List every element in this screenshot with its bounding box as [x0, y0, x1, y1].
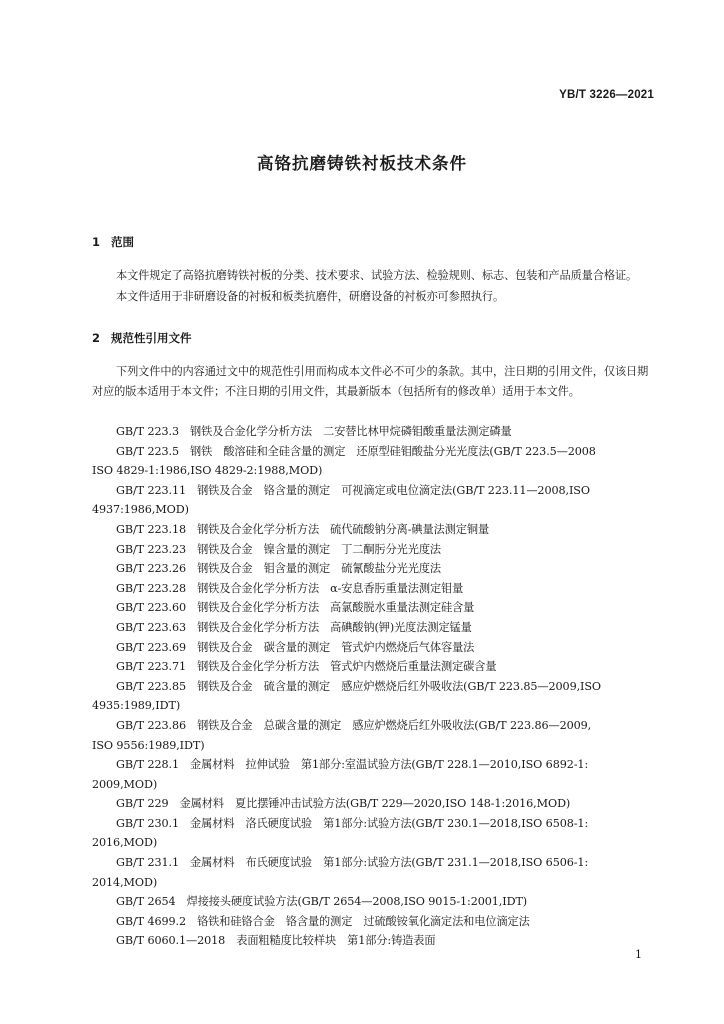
reference-line: GB/T 223.23 钢铁及合金 镍含量的测定 丁二酮肟分光光度法: [116, 542, 442, 556]
reference-line: GB/T 223.18 钢铁及合金化学分析方法 硫代硫酸钠分离-碘量法测定铜量: [116, 522, 490, 536]
standard-code: YB/T 3226—2021: [559, 89, 654, 101]
reference-item: [92, 657, 658, 677]
reference-line: GB/T 230.1 金属材料 洛氏硬度试验 第1部分:试验方法(GB/T 230.1—2018,ISO 6508-1:: [116, 816, 589, 830]
reference-item: [92, 520, 658, 540]
reference-continuation: ISO 9556:1989,IDT): [92, 738, 205, 752]
reference-line: GB/T 223.11 钢铁及合金 铬含量的测定 可视滴定或电位滴定法(GB/T 223.11—2008,ISO: [116, 483, 590, 497]
section-1-heading: [92, 234, 134, 250]
reference-line: GB/T 231.1 金属材料 布氏硬度试验 第1部分:试验方法(GB/T 231.1—2018,ISO 6506-1:: [116, 856, 589, 870]
reference-line: GB/T 223.85 钢铁及合金 硫含量的测定 感应炉燃烧后红外吸收法(GB/T 223.85—2009,ISO: [116, 679, 602, 693]
reference-line: GB/T 223.26 钢铁及合金 钼含量的测定 硫氰酸盐分光光度法: [116, 562, 442, 576]
reference-continuation: 2016,MOD): [92, 836, 158, 850]
reference-line: GB/T 223.86 钢铁及合金 总碳含量的测定 感应炉燃烧后红外吸收法(GB/T 223.86—2009,: [116, 718, 592, 732]
section-2-heading: [92, 330, 192, 346]
reference-item: [92, 579, 658, 599]
section-1-title: 范围: [111, 235, 134, 249]
reference-line: GB/T 223.69 钢铁及合金 碳含量的测定 管式炉内燃烧后气体容量法: [116, 640, 475, 654]
reference-continuation: 2014,MOD): [92, 875, 158, 889]
reference-continuation: 2009,MOD): [92, 777, 158, 791]
reference-line: GB/T 6060.1—2018 表面粗糙度比较样块 第1部分:铸造表面: [116, 934, 436, 948]
section-1-paragraph-2: 本文件适用于非研磨设备的衬板和板类抗磨件，研磨设备的衬板亦可参照执行。: [116, 290, 505, 303]
section-2-number: 2: [92, 331, 101, 345]
reference-item: [92, 755, 658, 794]
reference-line: GB/T 223.63 钢铁及合金化学分析方法 高碘酸钠(钾)光度法测定锰量: [116, 620, 472, 634]
reference-line: GB/T 223.3 钢铁及合金化学分析方法 二安替比林甲烷磷钼酸重量法测定磷量: [116, 425, 512, 438]
reference-item: [92, 559, 658, 579]
page-number: 1: [635, 948, 642, 961]
reference-line: GB/T 2654 焊接接头硬度试验方法(GB/T 2654—2008,ISO 9015-1:2001,IDT): [116, 895, 528, 909]
reference-item: [92, 638, 658, 658]
document-title: 高铬抗磨铸铁衬板技术条件: [257, 154, 467, 173]
section-1-paragraph-1: 本文件规定了高铬抗磨铸铁衬板的分类、技术要求、试验方法、检验规则、标志、包装和产品质量合格证。: [116, 269, 638, 282]
reference-item: [92, 892, 658, 912]
reference-item: [92, 677, 658, 716]
reference-item: [92, 931, 658, 951]
reference-line: GB/T 228.1 金属材料 拉伸试验 第1部分:室温试验方法(GB/T 228.1—2010,ISO 6892-1:: [116, 758, 589, 772]
normative-reference-list: [92, 422, 658, 951]
reference-item: [92, 422, 658, 442]
reference-continuation: 4935:1989,IDT): [92, 699, 181, 713]
reference-line: GB/T 223.71 钢铁及合金化学分析方法 管式炉内燃烧后重量法测定碳含量: [116, 660, 497, 674]
reference-item: [92, 442, 658, 481]
reference-continuation: 4937:1986,MOD): [92, 503, 189, 517]
reference-item: [92, 540, 658, 560]
section-1-number: 1: [92, 235, 101, 249]
section-2-title: 规范性引用文件: [111, 331, 192, 345]
reference-continuation: ISO 4829-1:1986,ISO 4829-2:1988,MOD): [92, 464, 323, 478]
reference-line: GB/T 229 金属材料 夏比摆锤冲击试验方法(GB/T 229—2020,ISO 148-1:2016,MOD): [116, 797, 571, 811]
reference-item: [92, 716, 658, 755]
section-2-intro: 下列文件中的内容通过文中的规范性引用而构成本文件必不可少的条款。其中，注日期的引用文件，仅该日期对应的版本适用于本文件；不注日期的引用文件，其最新版本（包括所有的修改单）适用于本文件。: [92, 365, 649, 398]
reference-item: [92, 598, 658, 618]
reference-item: [92, 618, 658, 638]
reference-item: [92, 853, 658, 892]
reference-item: [92, 912, 658, 932]
reference-item: [92, 794, 658, 814]
reference-line: GB/T 223.60 钢铁及合金化学分析方法 高氯酸脱水重量法测定硅含量: [116, 601, 475, 615]
reference-line: GB/T 223.28 钢铁及合金化学分析方法 α-安息香肟重量法测定钼量: [116, 581, 464, 595]
reference-line: GB/T 223.5 钢铁 酸溶硅和全硅含量的测定 还原型硅钼酸盐分光光度法(GB/T 223.5—2008: [116, 444, 596, 458]
reference-item: [92, 814, 658, 853]
reference-line: GB/T 4699.2 铬铁和硅铬合金 铬含量的测定 过硫酸铵氧化滴定法和电位滴定法: [116, 914, 530, 928]
reference-item: [92, 481, 658, 520]
